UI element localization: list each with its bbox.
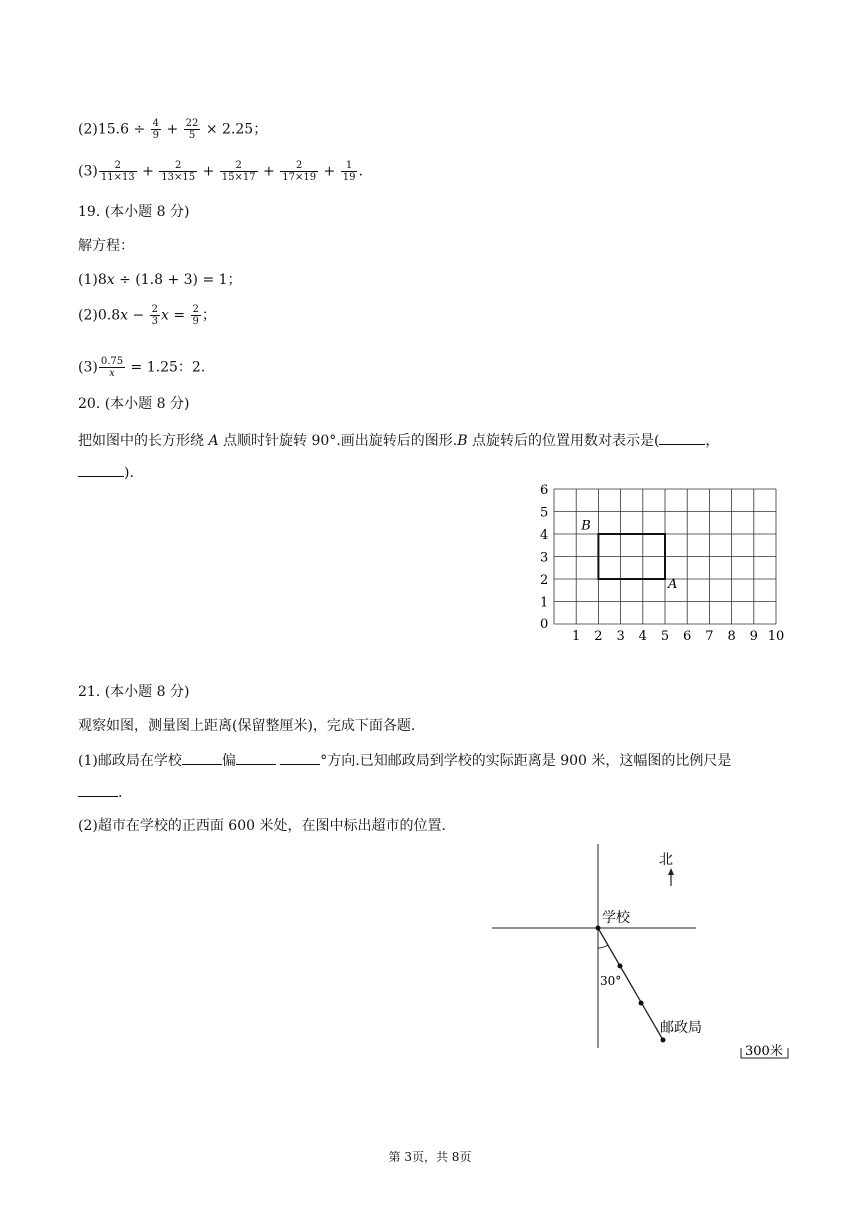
x-tick-label: 2	[594, 629, 603, 644]
tick-point	[618, 964, 623, 969]
q19-instruction: 解方程：	[78, 238, 134, 254]
page-footer: 第 3页，共 8页	[388, 1150, 472, 1164]
y-tick-label: 4	[540, 528, 549, 543]
q21-intro: 观察如图，测量图上距离(保留整厘米)，完成下面各题.	[78, 718, 416, 734]
x-tick-label: 4	[638, 629, 647, 644]
answer-blank[interactable]	[78, 782, 118, 797]
q18-part3: (3) $\frac{2}{11\times 13}$ + $\frac{2}{13\times 15}$ + $\frac{2}{15\times 17}$ + $\frac{2}{17\times 19}$ + $\frac{1}{19}$ .	[78, 160, 363, 183]
angle-arc	[598, 945, 608, 948]
point-label-b: B	[581, 518, 591, 534]
q18-p2-prefix: (2)15.6 ÷	[78, 121, 150, 138]
angle-label: 30°	[600, 974, 622, 988]
x-tick-label: 8	[727, 629, 736, 644]
tick-point	[661, 1038, 666, 1043]
y-tick-label: 5	[540, 505, 549, 521]
coordinate-grid	[530, 482, 794, 646]
x-tick-label: 6	[683, 629, 692, 644]
q19-header: 19. (本小题 8 分)	[78, 204, 190, 220]
direction-map	[488, 842, 798, 1068]
q21-part1: (1)邮政局在学校 偏 °方向.已知邮政局到学校的实际距离是 900 米，这幅图的比例尺是	[78, 750, 731, 771]
q21-header: 21. (本小题 8 分)	[78, 684, 190, 700]
y-tick-label: 1	[540, 595, 549, 611]
x-tick-labels	[540, 617, 784, 644]
north-label: 北	[659, 852, 673, 868]
x-tick-label: 10	[767, 629, 785, 644]
post-office-label: 邮政局	[660, 1020, 702, 1036]
y-tick-label: 6	[540, 483, 549, 498]
x-tick-label: 1	[572, 629, 581, 644]
x-tick-label: 7	[705, 629, 714, 644]
scale-label: 300米	[745, 1044, 783, 1059]
tick-point	[596, 926, 601, 931]
q20-text-cont: ).	[78, 462, 134, 483]
q19-part1: (1)8𝑥 ÷ (1.8 + 3) = 1；	[78, 272, 242, 288]
x-tick-label: 5	[660, 629, 670, 644]
y-tick-label: 3	[540, 550, 549, 566]
x-tick-label: 9	[749, 629, 758, 644]
y-tick-label: 2	[540, 573, 549, 588]
x-tick-label: 3	[616, 629, 625, 644]
fraction: $\frac{4}{9}$	[152, 118, 160, 141]
tick-point	[639, 1001, 644, 1006]
point-label-a: A	[668, 577, 678, 592]
answer-blank[interactable]	[182, 750, 222, 765]
north-arrowhead-icon	[668, 868, 674, 875]
q21-part1-cont: .	[78, 782, 122, 803]
answer-blank[interactable]	[659, 430, 705, 445]
answer-blank[interactable]	[78, 462, 124, 477]
q21-part2: (2)超市在学校的正西面 600 米处，在图中标出超市的位置.	[78, 818, 446, 834]
q19-part2: (2)0.8𝑥 − $\frac{2}{3}$ 𝑥 = $\frac{2}{9}$ ；	[78, 304, 216, 327]
answer-blank[interactable]	[236, 750, 276, 765]
school-label: 学校	[602, 910, 630, 926]
q20-text: 把如图中的长方形绕 A 点顺时针旋转 90°.画出旋转后的图形.B 点旋转后的位置用数对表示是( ，	[78, 430, 719, 451]
x-tick-label: 0	[540, 617, 549, 632]
q19-part3: (3) $\frac{0.75}{\text{𝑥}}$ = 1.25：2.	[78, 356, 206, 379]
q20-header: 20. (本小题 8 分)	[78, 396, 190, 412]
answer-blank[interactable]	[280, 750, 320, 765]
y-tick-labels	[540, 483, 548, 611]
fraction: $\frac{22}{5}$	[185, 118, 199, 141]
q18-part2: (2)15.6 ÷ $\frac{4}{9}$ + $\frac{22}{5}$ × 2.25；	[78, 118, 268, 141]
